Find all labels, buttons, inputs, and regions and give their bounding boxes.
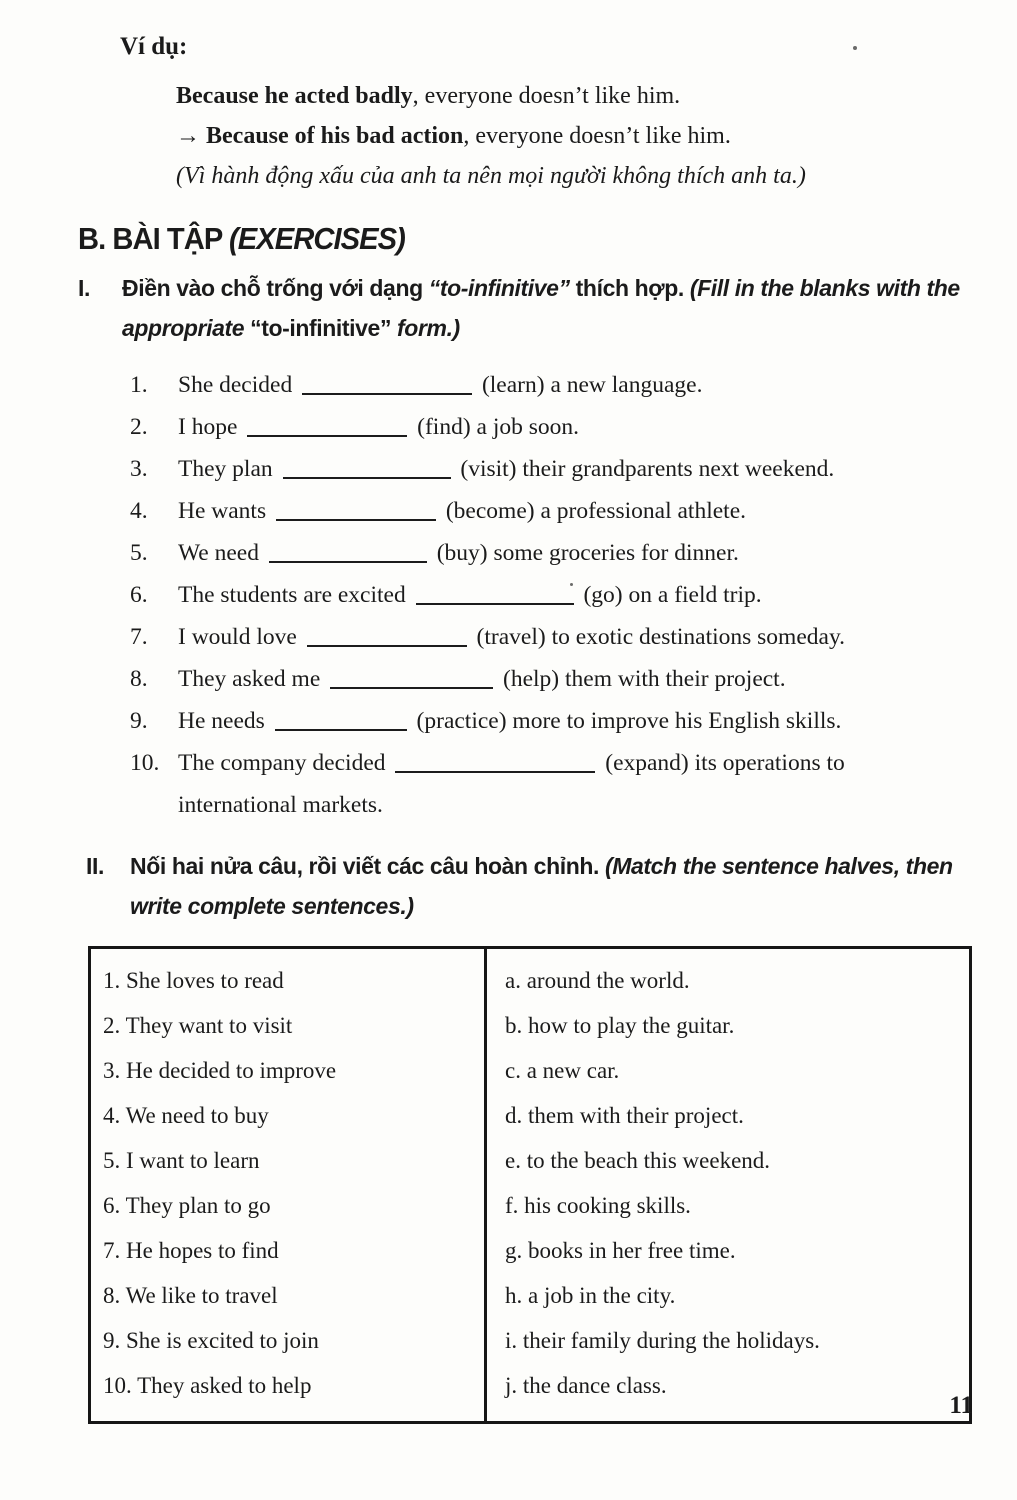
fill-blank (302, 381, 472, 395)
instruction-vi: Điền vào chỗ trống với dạng (122, 275, 429, 301)
item-text: We need (buy) some groceries for dinner. (178, 540, 739, 566)
item-number: 7. (130, 624, 148, 650)
fill-blank (395, 759, 595, 773)
sentence-rest: , everyone doesn’t like him. (463, 123, 731, 149)
match-table (88, 946, 972, 1424)
exercise-2-header (86, 846, 1017, 926)
exercise-2-numeral: II. (86, 853, 104, 879)
scan-speck (853, 46, 857, 50)
match-left-item: 7. He hopes to find (103, 1238, 279, 1263)
section-b-title (78, 220, 961, 258)
example-label: Ví dụ: (120, 33, 188, 60)
fill-blank (330, 675, 493, 689)
fill-blank (276, 507, 436, 521)
match-left-item: 2. They want to visit (103, 1013, 293, 1038)
item-text: He needs (practice) more to improve his English skills. (178, 708, 842, 734)
exercise1-item (130, 658, 1017, 700)
item-text: They plan (visit) their grandparents next weekend. (178, 456, 835, 482)
fill-blank (275, 717, 407, 731)
bold-clause: Because he acted badly (176, 83, 413, 109)
exercise1-item (130, 574, 1017, 616)
match-table-right-column (487, 949, 969, 1421)
fill-blank (247, 423, 407, 437)
item-number: 5. (130, 540, 148, 566)
exercise1-item (130, 406, 1017, 448)
match-left-item: 9. She is excited to join (103, 1328, 319, 1353)
exercise1-item (130, 700, 1017, 742)
fill-blank (283, 465, 451, 479)
match-left-item: 5. I want to learn (103, 1148, 260, 1173)
example-sentence-1 (176, 76, 976, 116)
match-left-item: 4. We need to buy (103, 1103, 269, 1128)
exercise1-list (130, 364, 1017, 826)
match-right-item: f. his cooking skills. (505, 1193, 691, 1218)
match-right-item: e. to the beach this weekend. (505, 1148, 771, 1173)
instruction-vi: thích hợp. (569, 275, 690, 301)
item-text: He wants (become) a professional athlete. (178, 498, 747, 524)
match-right-item: b. how to play the guitar. (505, 1013, 735, 1038)
match-right-item: h. a job in the city. (505, 1283, 676, 1308)
exercise1-item (130, 448, 1017, 490)
item-number: 1. (130, 372, 148, 398)
exercise1-item (130, 742, 1017, 826)
item-text: I would love (travel) to exotic destinations someday. (178, 624, 846, 650)
item-number: 10. (130, 750, 160, 776)
item-number: 2. (130, 414, 148, 440)
translation-note: (Vì hành động xấu của anh ta nên mọi người không thích anh ta.) (176, 163, 806, 189)
arrow-glyph: → (176, 123, 206, 149)
item-number: 4. (130, 498, 148, 524)
match-table-left-column (91, 949, 487, 1421)
match-left-item: 1. She loves to read (103, 968, 284, 993)
instruction-vi: Nối hai nửa câu, rồi viết các câu hoàn chỉnh. (130, 853, 605, 879)
term-to-infinitive: “to-infinitive” (428, 275, 570, 301)
fill-blank (269, 549, 427, 563)
exercise1-item (130, 364, 1017, 406)
exercise-1-header (78, 268, 1017, 348)
item-number: 3. (130, 456, 148, 482)
instruction-en: form.) (391, 315, 460, 341)
example-sentence-2 (176, 116, 976, 156)
item-text: I hope (find) a job soon. (178, 414, 580, 440)
match-left-item: 6. They plan to go (103, 1193, 271, 1218)
exercise-1-numeral: I. (78, 275, 90, 301)
fill-blank (416, 591, 574, 605)
match-right-item: d. them with their project. (505, 1103, 744, 1128)
match-left-item: 8. We like to travel (103, 1283, 278, 1308)
match-left-item: 10. They asked to help (103, 1373, 312, 1398)
instruction-en: (Match the sentence halves, then write complete sentences.) (130, 853, 953, 919)
match-right-item: g. books in her free time. (505, 1238, 736, 1263)
bold-clause: Because of his bad action (206, 123, 464, 149)
exercise1-item (130, 616, 1017, 658)
example-block (176, 76, 976, 196)
fill-blank (307, 633, 467, 647)
item-number: 9. (130, 708, 148, 734)
match-right-item: j. the dance class. (505, 1373, 667, 1398)
match-right-item: i. their family during the holidays. (505, 1328, 820, 1353)
term-to-infinitive: “to-infinitive” (250, 315, 392, 341)
match-left-item: 3. He decided to improve (103, 1058, 337, 1083)
item-text: The company decided (expand) its operations to international markets. (178, 750, 845, 818)
exercise-1-instruction (122, 268, 982, 348)
sentence-rest: , everyone doesn’t like him. (412, 83, 681, 109)
item-text: The students are excited (go) on a field trip. (178, 582, 762, 608)
exercise1-item (130, 490, 1017, 532)
item-text: She decided (learn) a new language. (178, 372, 703, 398)
page-number: 11 (949, 1392, 973, 1419)
scan-speck (570, 583, 573, 586)
match-right-item: a. around the world. (505, 968, 690, 993)
item-text: They asked me (help) them with their project. (178, 666, 786, 692)
exercise-2-instruction (130, 846, 990, 926)
exercise1-item (130, 532, 1017, 574)
item-number: 6. (130, 582, 148, 608)
item-number: 8. (130, 666, 148, 692)
section-b-title-paren: (EXERCISES) (229, 221, 405, 256)
section-b-title-main: B. BÀI TẬP (78, 221, 230, 256)
instruction-en: (Fill in the blanks with the appropriate (122, 275, 960, 341)
match-right-item: c. a new car. (505, 1058, 620, 1083)
